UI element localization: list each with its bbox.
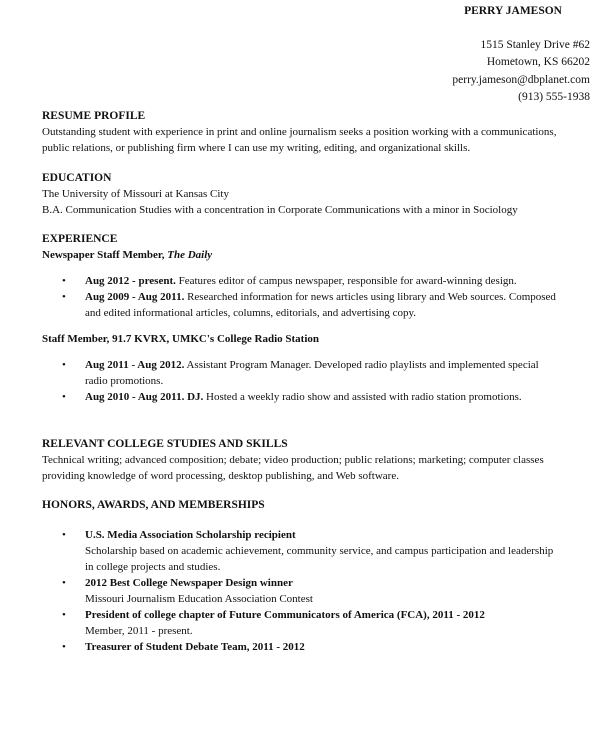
city-state-zip: Hometown, KS 66202: [486, 56, 590, 68]
item-continuation: and edited informational articles, columns, editorials, and advertising copy.: [85, 307, 417, 319]
list-item: [42, 273, 562, 289]
list-item: [42, 289, 562, 305]
honors-heading: HONORS, AWARDS, AND MEMBERSHIPS: [42, 499, 265, 511]
studies-line-1: Technical writing; advanced composition; debate; video production; public relations; marketing; computer classes: [42, 454, 544, 466]
phone-number: (913) 555-1938: [518, 91, 590, 103]
honors-section: [42, 497, 562, 655]
publication-name: The Daily: [167, 249, 213, 261]
profile-line-2: public relations, or publishing firm where I can use my writing, editing, and organizational skills.: [42, 142, 471, 154]
honor-title: • 2012 Best College Newspaper Design winner: [85, 577, 293, 589]
contact-header: [452, 3, 590, 107]
job-title-newspaper: [42, 247, 562, 263]
email-address: perry.jameson@dbplanet.com: [452, 73, 590, 86]
applicant-name: PERRY JAMESON: [464, 5, 562, 17]
item-text-cont: radio promotions.: [85, 375, 164, 387]
degree-line: B.A. Communication Studies with a concentration in Corporate Communications with a minor in Sociology: [42, 204, 518, 216]
profile-section: [42, 108, 562, 156]
item-text: Assistant Program Manager. Developed radio playlists and implemented special: [184, 359, 539, 371]
list-item: [42, 389, 562, 405]
experience-section: [42, 231, 562, 405]
job-title-prefix: Newspaper Staff Member,: [42, 249, 168, 261]
profile-heading: RESUME PROFILE: [42, 110, 146, 122]
item-text: Researched information for news articles using library and Web sources. Composed: [184, 291, 556, 303]
profile-line-1: Outstanding student with experience in print and online journalism seeks a position working with a communications,: [42, 126, 557, 138]
honors-list: [42, 527, 562, 655]
school-name: The University of Missouri at Kansas City: [42, 188, 229, 200]
honor-title: • Treasurer of Student Debate Team, 2011 - 2012: [85, 641, 305, 653]
honor-title: • U.S. Media Association Scholarship recipient: [85, 529, 296, 541]
studies-heading: RELEVANT COLLEGE STUDIES AND SKILLS: [42, 438, 288, 450]
list-item: [42, 639, 562, 655]
honor-title: • President of college chapter of Future Communicators of America (FCA), 2011 - 2012: [85, 609, 485, 621]
studies-section: [42, 436, 562, 484]
list-item: [42, 357, 562, 389]
experience-heading: EXPERIENCE: [42, 233, 118, 245]
item-text: Hosted a weekly radio show and assisted with radio station promotions.: [203, 391, 522, 403]
list-item: [42, 607, 562, 639]
newspaper-duties-list: [42, 273, 562, 305]
item-date: Aug 2010 - Aug 2011. DJ.: [85, 391, 204, 403]
radio-duties-list: [42, 357, 562, 405]
honor-desc: Missouri Journalism Education Association Contest: [85, 593, 313, 605]
item-text: Features editor of campus newspaper, responsible for award-winning design.: [175, 275, 517, 287]
job-title-radio: Staff Member, 91.7 KVRX, UMKC's College Radio Station: [42, 333, 320, 345]
education-heading: EDUCATION: [42, 172, 112, 184]
item-date: Aug 2011 - Aug 2012.: [85, 359, 185, 371]
honor-desc-cont: in college projects and studies.: [85, 561, 221, 573]
list-item: [42, 527, 562, 575]
street-address: 1515 Stanley Drive #62: [480, 38, 590, 51]
item-date: Aug 2009 - Aug 2011.: [85, 291, 185, 303]
honor-desc: Scholarship based on academic achievement, community service, and campus participation and leadership: [85, 545, 554, 557]
item-date: Aug 2012 - present.: [85, 275, 176, 287]
studies-line-2: providing knowledge of word processing, desktop publishing, and Web software.: [42, 470, 399, 482]
honor-desc: Member, 2011 - present.: [85, 625, 193, 637]
education-section: [42, 170, 562, 218]
list-item: [42, 575, 562, 607]
